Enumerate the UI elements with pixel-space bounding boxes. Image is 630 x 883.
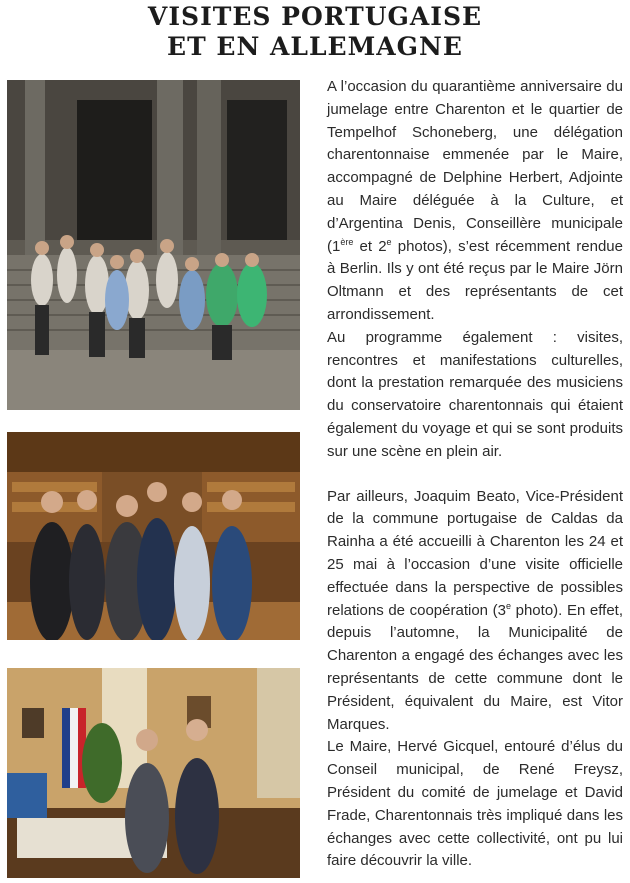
paragraph-berlin-visit (327, 76, 623, 327)
photo-library-group-image (7, 432, 300, 640)
photo-handshake-office-image (7, 668, 300, 878)
paragraph-program: Au programme également : visites, rencontres et manifestations culturelles, dont la prestation remarquée des musiciens du conservatoire charentonnais qui étaient également du voyage et qui se sont produits sur une scène en plein air. (327, 328, 623, 460)
superscript: e (386, 236, 392, 247)
photo-berlin-group (7, 80, 300, 410)
photo-berlin-group-image (7, 80, 300, 410)
text-run: Par ailleurs, Joaquim Beato, Vice-Président de la commune portugaise de Caldas da Rainha a été accueilli à Charenton les 24 et 25 mai à l’occasion d’une visite officielle effectuée dans la perspective de possibles relations de coopération (3 (327, 487, 623, 619)
text-run: photo). En effet, depuis l’automne, la Municipalité de Charenton a engagé des échanges avec les représentants de cette commune dont le Président, équivalent du Maire, est Vitor Marques. (327, 601, 623, 733)
text-run: et 2 (353, 237, 387, 255)
photo-library-group (7, 432, 300, 640)
text-run: photos), s’est récemment rendue à Berlin. Ils y ont été reçus par le Maire Jörn Oltmann et des représentants de cet arrondissement. (327, 237, 623, 323)
title-line-2: ET EN ALLEMAGNE (167, 32, 463, 61)
superscript: e (505, 600, 511, 611)
page-title (0, 2, 630, 62)
article-body (327, 76, 623, 873)
photo-handshake-office (7, 668, 300, 878)
superscript: ère (340, 236, 354, 247)
title-line-1: VISITES PORTUGAISE (147, 2, 483, 31)
text-run: A l’occasion du quarantième anniversaire du jumelage entre Charenton et le quartier de Tempelhof Schoneberg, une délégation charentonnaise emmenée par le Maire, accompagné de Delphine Herbert, Adjointe au Maire déléguée à la Culture, et d’Argentina Denis, Conseillère municipale (1 (327, 78, 623, 255)
paragraph-mayor: Le Maire, Hervé Gicquel, entouré d’élus du Conseil municipal, de René Freysz, Président du comité de jumelage et David Frade, Charentonnais très impliqué dans les échanges avec cette collectivité, ont pu lui faire découvrir la ville. (327, 738, 623, 870)
paragraph-portuguese-visit (327, 486, 623, 737)
